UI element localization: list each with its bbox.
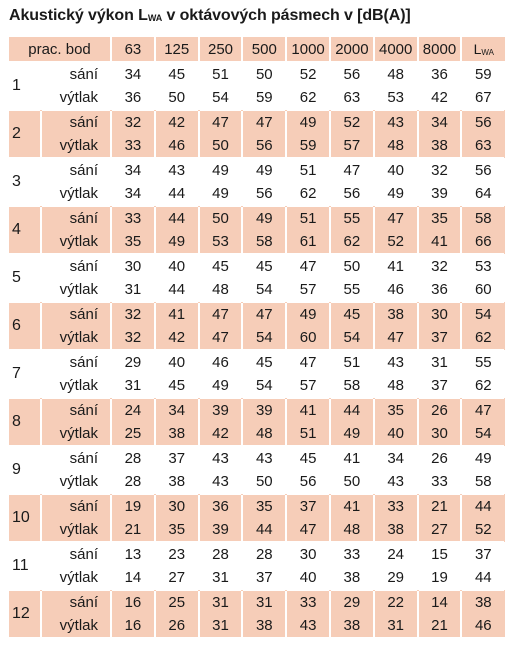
cell-value: 35 <box>155 518 199 542</box>
cell-value: 27 <box>418 518 462 542</box>
cell-value: 51 <box>286 158 330 182</box>
cell-value: 33 <box>111 206 155 230</box>
cell-value: 43 <box>155 158 199 182</box>
cell-value: 55 <box>343 281 361 298</box>
cell-value: 40 <box>299 569 317 586</box>
operating-point-number: 3 <box>9 158 41 206</box>
cell-value: 44 <box>168 281 186 298</box>
table-row <box>9 494 505 518</box>
table-row <box>9 182 505 206</box>
cell-value: 33 <box>286 590 330 614</box>
cell-value: 44 <box>330 398 374 422</box>
cell-value: 38 <box>242 614 286 637</box>
cell-value: 21 <box>111 518 155 542</box>
cell-value: 50 <box>255 473 273 490</box>
table-row <box>9 302 505 326</box>
row-label-vytlak: výtlak <box>41 326 111 350</box>
cell-value: 43 <box>212 473 229 490</box>
header-lwa <box>461 37 505 62</box>
row-label-vytlak: výtlak <box>59 89 99 106</box>
table-body <box>9 62 505 637</box>
cell-value: 30 <box>111 254 155 278</box>
header-band-1000: 1000 <box>286 37 330 62</box>
cell-value: 37 <box>431 377 448 394</box>
cell-value: 34 <box>374 446 418 470</box>
row-label-vytlak: výtlak <box>41 614 111 637</box>
cell-value: 58 <box>343 377 361 394</box>
row-label-sani: sání <box>41 590 111 614</box>
cell-value: 54 <box>255 281 273 298</box>
cell-value: 49 <box>199 158 243 182</box>
cell-lwa: 58 <box>461 206 505 230</box>
row-label-vytlak: výtlak <box>41 134 111 158</box>
table-row <box>9 518 505 542</box>
header-band-125: 125 <box>155 37 199 62</box>
cell-value: 34 <box>155 398 199 422</box>
cell-value: 32 <box>418 254 462 278</box>
cell-lwa: 59 <box>461 62 505 86</box>
cell-value: 29 <box>330 590 374 614</box>
table-row <box>9 326 505 350</box>
cell-value: 28 <box>199 542 243 566</box>
cell-value: 56 <box>242 134 286 158</box>
cell-value: 30 <box>418 302 462 326</box>
table-row <box>9 470 505 494</box>
operating-point-number: 8 <box>9 398 41 446</box>
cell-value: 43 <box>242 446 286 470</box>
cell-value: 48 <box>387 377 405 394</box>
cell-value: 57 <box>330 134 374 158</box>
cell-value: 30 <box>286 542 330 566</box>
cell-value: 26 <box>155 614 199 637</box>
cell-value: 38 <box>330 614 374 637</box>
cell-value: 26 <box>418 398 462 422</box>
cell-value: 61 <box>286 230 330 254</box>
cell-lwa: 62 <box>474 377 492 394</box>
cell-value: 47 <box>286 254 330 278</box>
header-row <box>9 37 505 62</box>
cell-value: 42 <box>155 110 199 134</box>
cell-value: 46 <box>155 134 199 158</box>
row-label-vytlak: výtlak <box>59 185 99 202</box>
cell-value: 54 <box>242 326 286 350</box>
row-label-vytlak: výtlak <box>41 518 111 542</box>
cell-value: 34 <box>418 110 462 134</box>
operating-point-number: 11 <box>9 542 41 590</box>
cell-value: 35 <box>418 206 462 230</box>
cell-value: 56 <box>299 473 317 490</box>
cell-value: 47 <box>286 350 330 374</box>
cell-value: 44 <box>155 206 199 230</box>
cell-value: 41 <box>330 446 374 470</box>
title-sub: WA <box>147 13 163 23</box>
header-band-63: 63 <box>111 37 155 62</box>
row-label-sani: sání <box>41 110 111 134</box>
operating-point-number: 1 <box>9 62 41 110</box>
cell-value: 37 <box>255 569 273 586</box>
row-label-sani: sání <box>41 254 111 278</box>
cell-value: 60 <box>286 326 330 350</box>
cell-lwa: 56 <box>461 158 505 182</box>
row-label-sani: sání <box>41 542 111 566</box>
cell-value: 48 <box>374 134 418 158</box>
operating-point-number: 4 <box>9 206 41 254</box>
table-title <box>9 7 411 25</box>
table-row <box>9 230 505 254</box>
cell-value: 38 <box>418 134 462 158</box>
cell-value: 51 <box>286 206 330 230</box>
cell-value: 49 <box>242 158 286 182</box>
cell-lwa: 58 <box>474 473 492 490</box>
cell-value: 54 <box>212 89 229 106</box>
cell-lwa: 63 <box>461 134 505 158</box>
cell-lwa: 67 <box>474 89 492 106</box>
cell-lwa: 53 <box>461 254 505 278</box>
cell-value: 14 <box>418 590 462 614</box>
operating-point-number: 5 <box>9 254 41 302</box>
cell-value: 59 <box>286 134 330 158</box>
cell-value: 53 <box>199 230 243 254</box>
operating-point-number: 7 <box>9 350 41 398</box>
title-main: Akustický výkon L <box>9 7 148 24</box>
cell-value: 50 <box>343 473 361 490</box>
row-label-vytlak: výtlak <box>59 377 99 394</box>
cell-value: 40 <box>374 158 418 182</box>
row-label-sani: sání <box>41 302 111 326</box>
cell-value: 31 <box>374 614 418 637</box>
cell-value: 45 <box>168 377 186 394</box>
header-band-250: 250 <box>199 37 243 62</box>
cell-value: 48 <box>330 518 374 542</box>
cell-value: 42 <box>155 326 199 350</box>
cell-value: 35 <box>242 494 286 518</box>
title-rest: v oktávových pásmech v [dB(A)] <box>162 7 411 24</box>
cell-value: 33 <box>374 494 418 518</box>
cell-lwa: 47 <box>461 398 505 422</box>
cell-value: 24 <box>374 542 418 566</box>
cell-value: 15 <box>418 542 462 566</box>
row-label-sani: sání <box>41 158 111 182</box>
cell-value: 33 <box>431 473 448 490</box>
header-band-500: 500 <box>242 37 286 62</box>
cell-value: 57 <box>299 377 317 394</box>
cell-value: 51 <box>199 62 243 86</box>
table-row <box>9 254 505 278</box>
cell-value: 30 <box>155 494 199 518</box>
cell-value: 62 <box>299 89 317 106</box>
cell-value: 14 <box>124 569 142 586</box>
cell-value: 40 <box>155 254 199 278</box>
cell-value: 50 <box>242 62 286 86</box>
cell-value: 59 <box>255 89 273 106</box>
cell-value: 28 <box>124 473 142 490</box>
cell-value: 34 <box>111 158 155 182</box>
cell-value: 42 <box>199 422 243 446</box>
cell-value: 45 <box>242 254 286 278</box>
table-row <box>9 398 505 422</box>
table-row <box>9 422 505 446</box>
cell-value: 36 <box>199 494 243 518</box>
cell-value: 37 <box>418 326 462 350</box>
cell-value: 56 <box>330 62 374 86</box>
cell-value: 43 <box>387 473 405 490</box>
cell-value: 31 <box>124 281 142 298</box>
cell-value: 50 <box>199 206 243 230</box>
cell-value: 38 <box>374 302 418 326</box>
cell-value: 49 <box>330 422 374 446</box>
cell-value: 39 <box>199 398 243 422</box>
row-label-sani: sání <box>41 494 111 518</box>
cell-lwa: 54 <box>461 302 505 326</box>
cell-value: 41 <box>374 254 418 278</box>
cell-value: 43 <box>374 110 418 134</box>
cell-value: 43 <box>199 446 243 470</box>
cell-value: 28 <box>111 446 155 470</box>
cell-value: 47 <box>242 110 286 134</box>
cell-value: 45 <box>155 62 199 86</box>
cell-lwa: 54 <box>461 422 505 446</box>
cell-value: 51 <box>286 422 330 446</box>
cell-value: 38 <box>168 473 186 490</box>
cell-value: 35 <box>111 230 155 254</box>
cell-value: 54 <box>255 377 273 394</box>
header-lwa-sub: WA <box>481 48 494 57</box>
row-label-vytlak: výtlak <box>41 422 111 446</box>
cell-value: 39 <box>199 518 243 542</box>
cell-value: 40 <box>155 350 199 374</box>
cell-value: 38 <box>374 518 418 542</box>
cell-lwa: 37 <box>461 542 505 566</box>
cell-value: 33 <box>111 134 155 158</box>
cell-value: 36 <box>124 89 142 106</box>
cell-value: 22 <box>374 590 418 614</box>
cell-value: 31 <box>242 590 286 614</box>
cell-value: 31 <box>418 350 462 374</box>
cell-value: 52 <box>330 110 374 134</box>
cell-value: 31 <box>199 590 243 614</box>
cell-value: 62 <box>330 230 374 254</box>
cell-value: 47 <box>242 302 286 326</box>
table-row <box>9 62 505 86</box>
header-band-2000: 2000 <box>330 37 374 62</box>
operating-point-number: 12 <box>9 590 41 637</box>
cell-value: 21 <box>418 494 462 518</box>
cell-value: 34 <box>111 62 155 86</box>
cell-value: 47 <box>199 326 243 350</box>
operating-point-number: 6 <box>9 302 41 350</box>
cell-value: 32 <box>111 110 155 134</box>
cell-value: 32 <box>111 326 155 350</box>
table-row <box>9 206 505 230</box>
cell-value: 19 <box>431 569 448 586</box>
cell-value: 32 <box>111 302 155 326</box>
cell-value: 25 <box>155 590 199 614</box>
cell-value: 44 <box>242 518 286 542</box>
table-row <box>9 590 505 614</box>
cell-value: 32 <box>418 158 462 182</box>
cell-value: 57 <box>299 281 317 298</box>
cell-value: 49 <box>155 230 199 254</box>
cell-lwa: 66 <box>461 230 505 254</box>
header-prac-bod: prac. bod <box>9 37 111 62</box>
cell-value: 21 <box>418 614 462 637</box>
cell-value: 50 <box>199 134 243 158</box>
operating-point-number: 10 <box>9 494 41 542</box>
row-label-sani: sání <box>41 206 111 230</box>
cell-value: 38 <box>155 422 199 446</box>
cell-lwa: 62 <box>461 326 505 350</box>
cell-value: 41 <box>286 398 330 422</box>
cell-lwa: 44 <box>461 494 505 518</box>
cell-value: 38 <box>343 569 361 586</box>
cell-value: 52 <box>286 62 330 86</box>
cell-value: 47 <box>286 518 330 542</box>
row-label-sani: sání <box>41 62 111 86</box>
cell-value: 49 <box>286 110 330 134</box>
cell-value: 56 <box>255 185 273 202</box>
cell-value: 27 <box>168 569 186 586</box>
cell-value: 44 <box>168 185 186 202</box>
cell-value: 45 <box>199 254 243 278</box>
cell-value: 39 <box>431 185 448 202</box>
cell-value: 52 <box>374 230 418 254</box>
cell-value: 50 <box>168 89 186 106</box>
cell-lwa: 38 <box>461 590 505 614</box>
cell-lwa: 52 <box>461 518 505 542</box>
table-row <box>9 278 505 302</box>
cell-value: 47 <box>374 326 418 350</box>
cell-value: 55 <box>330 206 374 230</box>
cell-value: 58 <box>242 230 286 254</box>
cell-value: 24 <box>111 398 155 422</box>
cell-value: 46 <box>199 350 243 374</box>
cell-value: 43 <box>374 350 418 374</box>
cell-value: 45 <box>286 446 330 470</box>
table-row <box>9 110 505 134</box>
cell-value: 19 <box>111 494 155 518</box>
table-row <box>9 86 505 110</box>
table-row <box>9 158 505 182</box>
cell-value: 33 <box>330 542 374 566</box>
cell-value: 56 <box>343 185 361 202</box>
cell-value: 26 <box>418 446 462 470</box>
cell-value: 45 <box>242 350 286 374</box>
row-label-vytlak: výtlak <box>59 281 99 298</box>
operating-point-number: 2 <box>9 110 41 158</box>
cell-value: 41 <box>418 230 462 254</box>
row-label-vytlak: výtlak <box>41 230 111 254</box>
table-row <box>9 374 505 398</box>
cell-value: 35 <box>374 398 418 422</box>
cell-value: 16 <box>111 614 155 637</box>
cell-value: 42 <box>431 89 448 106</box>
cell-value: 49 <box>212 377 229 394</box>
cell-lwa: 44 <box>474 569 492 586</box>
cell-value: 37 <box>155 446 199 470</box>
cell-value: 47 <box>199 110 243 134</box>
header-band-8000: 8000 <box>418 37 462 62</box>
cell-value: 13 <box>111 542 155 566</box>
cell-value: 39 <box>242 398 286 422</box>
cell-value: 62 <box>299 185 317 202</box>
cell-value: 48 <box>242 422 286 446</box>
cell-value: 54 <box>330 326 374 350</box>
cell-value: 37 <box>286 494 330 518</box>
cell-value: 50 <box>330 254 374 278</box>
cell-value: 34 <box>124 185 142 202</box>
cell-value: 43 <box>286 614 330 637</box>
cell-value: 16 <box>111 590 155 614</box>
cell-value: 29 <box>111 350 155 374</box>
header-band-4000: 4000 <box>374 37 418 62</box>
table-row <box>9 614 505 637</box>
table-row <box>9 350 505 374</box>
cell-value: 48 <box>374 62 418 86</box>
table-row <box>9 542 505 566</box>
table-row <box>9 446 505 470</box>
cell-lwa: 55 <box>461 350 505 374</box>
cell-value: 31 <box>124 377 142 394</box>
cell-value: 41 <box>330 494 374 518</box>
cell-value: 36 <box>418 62 462 86</box>
cell-value: 47 <box>330 158 374 182</box>
cell-value: 41 <box>155 302 199 326</box>
cell-value: 53 <box>387 89 405 106</box>
cell-value: 45 <box>330 302 374 326</box>
cell-value: 30 <box>418 422 462 446</box>
cell-lwa: 56 <box>461 110 505 134</box>
cell-value: 40 <box>374 422 418 446</box>
cell-value: 47 <box>199 302 243 326</box>
cell-value: 25 <box>111 422 155 446</box>
cell-lwa: 60 <box>474 281 492 298</box>
cell-value: 49 <box>212 185 229 202</box>
row-label-sani: sání <box>41 446 111 470</box>
table-row <box>9 566 505 590</box>
cell-value: 47 <box>374 206 418 230</box>
row-label-vytlak: výtlak <box>59 473 99 490</box>
row-label-vytlak: výtlak <box>59 569 99 586</box>
acoustic-power-table <box>9 37 506 637</box>
row-label-sani: sání <box>41 398 111 422</box>
cell-value: 29 <box>387 569 405 586</box>
cell-value: 51 <box>330 350 374 374</box>
row-label-sani: sání <box>41 350 111 374</box>
cell-lwa: 46 <box>461 614 505 637</box>
cell-value: 23 <box>155 542 199 566</box>
cell-value: 31 <box>199 614 243 637</box>
cell-lwa: 64 <box>474 185 492 202</box>
cell-value: 46 <box>387 281 405 298</box>
operating-point-number: 9 <box>9 446 41 494</box>
cell-value: 31 <box>212 569 229 586</box>
cell-value: 49 <box>286 302 330 326</box>
cell-value: 49 <box>387 185 405 202</box>
cell-lwa: 49 <box>461 446 505 470</box>
header-lwa-main: L <box>473 41 482 57</box>
cell-value: 49 <box>242 206 286 230</box>
table-row <box>9 134 505 158</box>
cell-value: 63 <box>343 89 361 106</box>
cell-value: 48 <box>212 281 229 298</box>
cell-value: 36 <box>431 281 448 298</box>
cell-value: 28 <box>242 542 286 566</box>
